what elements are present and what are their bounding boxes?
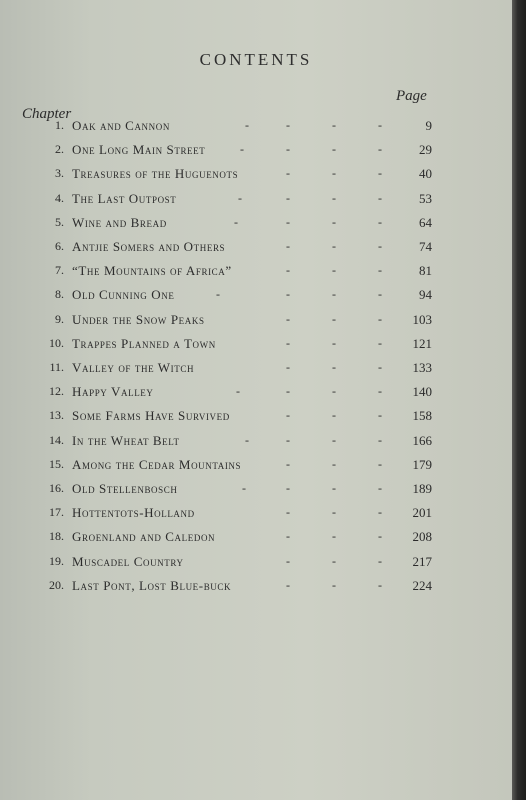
leader-dash: - <box>378 190 382 205</box>
page-number: 189 <box>412 481 432 496</box>
toc-row <box>0 457 512 477</box>
chapter-title: Oak and Cannon <box>72 118 170 133</box>
leader-dash: - <box>378 408 382 423</box>
toc-row <box>0 481 512 501</box>
chapter-number: 1. <box>55 118 64 132</box>
toc-row <box>0 505 512 525</box>
leader-dash: - <box>245 118 249 132</box>
leader-dash: - <box>286 408 290 423</box>
chapter-title: Old Cunning One <box>72 287 175 303</box>
leader-dash: - <box>286 190 290 205</box>
chapter-number: 18. <box>49 529 64 544</box>
leader-dash: - <box>378 384 382 399</box>
chapter-title: Groenland and Caledon <box>72 529 216 545</box>
leader-dash: - <box>378 360 382 374</box>
leader-dash: - <box>286 432 290 447</box>
chapter-number: 15. <box>49 456 64 471</box>
leader-dash: - <box>332 360 336 374</box>
page-number: 140 <box>412 384 432 400</box>
toc-row <box>0 360 512 380</box>
leader-dash: - <box>378 142 382 157</box>
leader-dash: - <box>378 287 382 302</box>
leader-dash: - <box>332 239 336 253</box>
leader-dash: - <box>238 190 242 205</box>
chapter-title: Among the Cedar Mountains <box>72 456 242 472</box>
leader-dash: - <box>378 263 382 278</box>
leader-dash: - <box>286 384 290 399</box>
leader-dash: - <box>332 311 336 326</box>
page-number: 179 <box>412 456 432 472</box>
leader-dash: - <box>286 577 290 592</box>
leader-dash: - <box>332 214 336 229</box>
leader-dash: - <box>234 214 238 229</box>
chapter-title: Muscadel Country <box>72 553 184 569</box>
leader-dash: - <box>378 456 382 471</box>
toc-row <box>0 191 512 211</box>
page-number: 133 <box>412 360 432 375</box>
chapter-title: Old Stellenbosch <box>72 481 178 496</box>
leader-dash: - <box>332 166 336 181</box>
leader-dash: - <box>332 481 336 495</box>
leader-dash: - <box>286 239 290 253</box>
chapter-title: Hottentots-Holland <box>72 505 195 521</box>
leader-dash: - <box>378 577 382 592</box>
leader-dash: - <box>216 287 220 302</box>
leader-dash: - <box>286 214 290 229</box>
leader-dash: - <box>378 118 382 132</box>
toc-row <box>0 578 512 598</box>
chapter-title: Some Farms Have Survived <box>72 408 230 424</box>
leader-dash: - <box>332 529 336 544</box>
page-number: 74 <box>419 239 432 254</box>
chapter-column-label: Chapter <box>22 106 72 122</box>
leader-dash: - <box>286 505 290 520</box>
leader-dash: - <box>378 529 382 544</box>
page-number: 29 <box>419 142 432 158</box>
page-number: 121 <box>412 335 432 351</box>
leader-dash: - <box>332 432 336 447</box>
toc-row <box>0 287 512 307</box>
page-number: 94 <box>419 287 432 303</box>
chapter-title: Antjie Somers and Others <box>72 239 226 254</box>
chapter-number: 6. <box>55 239 64 253</box>
leader-dash: - <box>332 408 336 423</box>
leader-dash: - <box>286 335 290 350</box>
leader-dash: - <box>286 263 290 278</box>
leader-dash: - <box>240 142 244 157</box>
chapter-title: Valley of the Witch <box>72 360 195 375</box>
page-number: 53 <box>419 190 432 206</box>
toc-row <box>0 408 512 428</box>
leader-dash: - <box>332 505 336 520</box>
leader-dash: - <box>332 577 336 592</box>
leader-dash: - <box>332 384 336 399</box>
contents-title: CONTENTS <box>199 50 313 69</box>
chapter-title: One Long Main Street <box>72 142 206 158</box>
chapter-number: 16. <box>49 481 64 495</box>
leader-dash: - <box>286 166 290 181</box>
page-number: 166 <box>412 432 432 448</box>
leader-dash: - <box>332 190 336 205</box>
leader-dash: - <box>286 311 290 326</box>
page-column-label: Page <box>396 88 427 104</box>
leader-dash: - <box>286 360 290 374</box>
page-number: 81 <box>419 263 432 279</box>
page-number: 158 <box>412 408 432 424</box>
leader-dash: - <box>378 166 382 181</box>
leader-dash: - <box>378 311 382 326</box>
chapter-number: 14. <box>49 432 64 447</box>
chapter-number: 13. <box>49 408 64 423</box>
chapter-title: Under the Snow Peaks <box>72 311 205 327</box>
chapter-number: 11. <box>49 360 64 374</box>
leader-dash: - <box>332 335 336 350</box>
page-number: 224 <box>412 577 432 593</box>
leader-dash: - <box>242 481 246 495</box>
chapter-title: Wine and Bread <box>72 214 167 230</box>
leader-dash: - <box>286 553 290 568</box>
chapter-number: 7. <box>55 263 64 278</box>
leader-dash: - <box>378 214 382 229</box>
toc-row <box>0 554 512 574</box>
leader-dash: - <box>286 529 290 544</box>
leader-dash: - <box>286 456 290 471</box>
toc-row <box>0 312 512 332</box>
toc-row <box>0 336 512 356</box>
leader-dash: - <box>332 263 336 278</box>
leader-dash: - <box>332 553 336 568</box>
chapter-number: 5. <box>55 214 64 229</box>
chapter-number: 9. <box>55 311 64 326</box>
page-number: 103 <box>412 311 432 327</box>
chapter-number: 20. <box>49 577 64 592</box>
leader-dash: - <box>245 432 249 447</box>
chapter-number: 4. <box>55 190 64 205</box>
page-number: 208 <box>412 529 432 545</box>
chapter-title: Last Pont, Lost Blue-buck <box>72 577 232 593</box>
chapter-title: In the Wheat Belt <box>72 432 180 448</box>
leader-dash: - <box>332 287 336 302</box>
page-number: 40 <box>419 166 432 182</box>
leader-dash: - <box>378 505 382 520</box>
leader-dash: - <box>378 481 382 495</box>
toc-row <box>0 433 512 453</box>
leader-dash: - <box>286 118 290 132</box>
leader-dash: - <box>332 456 336 471</box>
leader-dash: - <box>378 553 382 568</box>
toc-row <box>0 142 512 162</box>
chapter-number: 19. <box>49 553 64 568</box>
chapter-title: Treasures of the Huguenots <box>72 166 239 182</box>
page-edge <box>512 0 526 800</box>
leader-dash: - <box>378 335 382 350</box>
leader-dash: - <box>378 432 382 447</box>
chapter-number: 12. <box>49 384 64 399</box>
page-number: 201 <box>412 505 432 521</box>
leader-dash: - <box>286 287 290 302</box>
chapter-title: Trappes Planned a Town <box>72 335 216 351</box>
chapter-number: 3. <box>55 166 64 181</box>
chapter-title: “The Mountains of Africa” <box>72 263 232 279</box>
toc-row <box>0 384 512 404</box>
chapter-title: The Last Outpost <box>72 190 177 206</box>
toc-row <box>0 166 512 186</box>
toc-row <box>0 529 512 549</box>
chapter-number: 2. <box>55 142 64 157</box>
chapter-number: 8. <box>55 287 64 302</box>
toc-row <box>0 118 512 138</box>
chapter-number: 10. <box>49 335 64 350</box>
leader-dash: - <box>286 481 290 495</box>
toc-row <box>0 263 512 283</box>
leader-dash: - <box>332 118 336 132</box>
toc-row <box>0 215 512 235</box>
leader-dash: - <box>236 384 240 399</box>
page-number: 64 <box>419 214 432 230</box>
chapter-number: 17. <box>49 505 64 520</box>
chapter-title: Happy Valley <box>72 384 154 400</box>
leader-dash: - <box>286 142 290 157</box>
leader-dash: - <box>332 142 336 157</box>
toc-row <box>0 239 512 259</box>
leader-dash: - <box>378 239 382 253</box>
page-number: 9 <box>425 118 432 133</box>
page-number: 217 <box>412 553 432 569</box>
